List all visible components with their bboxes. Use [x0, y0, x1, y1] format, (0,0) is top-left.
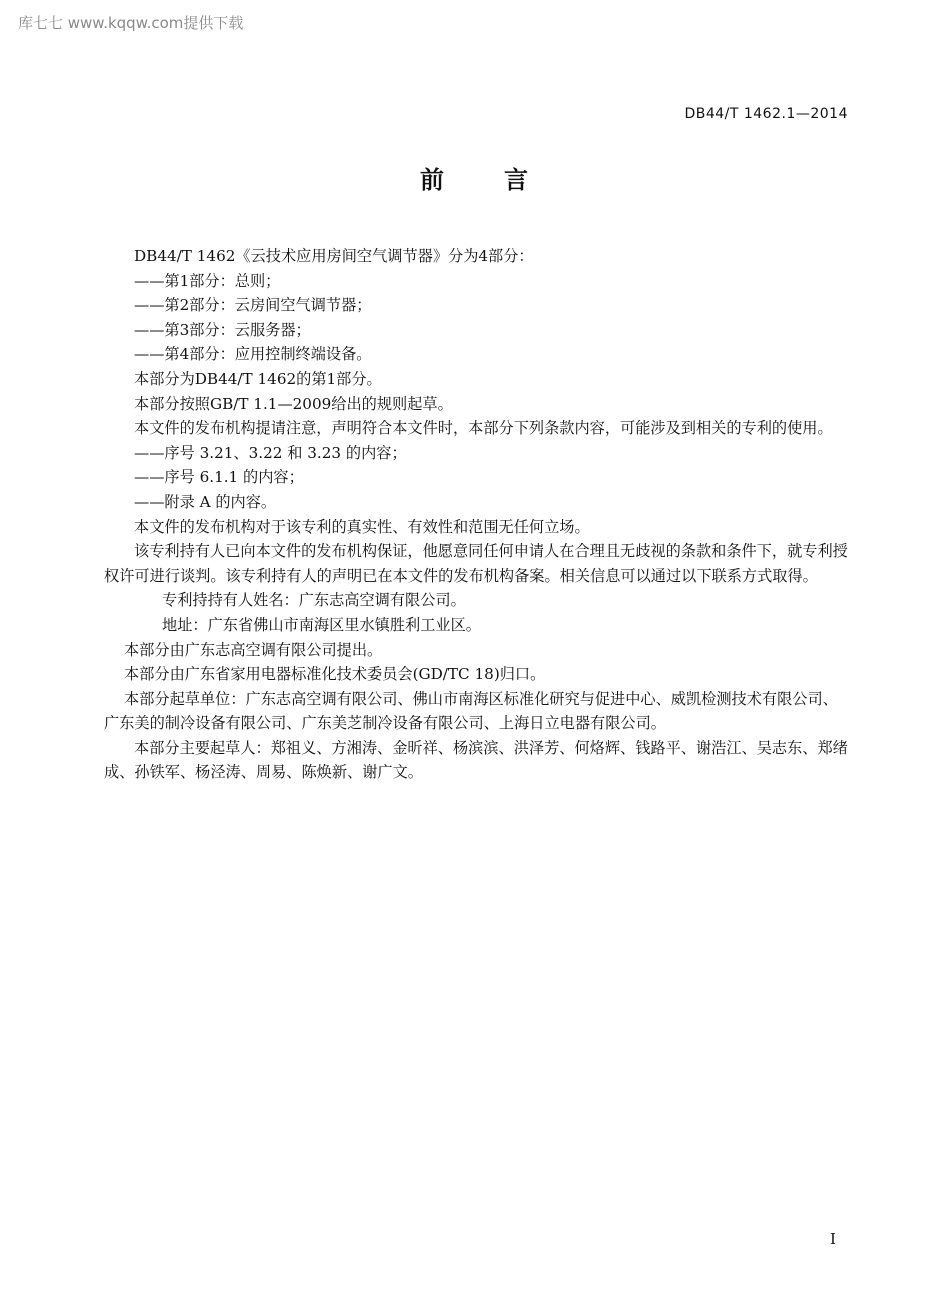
patent-holder-address: 地址：广东省佛山市南海区里水镇胜利工业区。: [162, 615, 481, 634]
page-number: I: [830, 1230, 836, 1248]
title-char-2: 言: [504, 166, 530, 194]
paragraph: 本部分起草单位：广东志高空调有限公司、佛山市南海区标准化研究与促进中心、威凯检测技术有限公司、广东美的制冷设备有限公司、广东美芝制冷设备有限公司、上海日立电器有限公司。: [104, 689, 838, 733]
list-item: ——第1部分：总则；: [134, 271, 281, 290]
paragraph: 本部分为DB44/T 1462的第1部分。: [134, 369, 382, 388]
list-item: ——序号 3.21、3.22 和 3.23 的内容；: [134, 443, 407, 462]
list-item: ——第2部分：云房间空气调节器；: [134, 296, 372, 315]
paragraph: 本部分由广东志高空调有限公司提出。: [124, 640, 383, 659]
paragraph: 本部分按照GB/T 1.1—2009给出的规则起草。: [134, 394, 453, 413]
list-item: ——附录 A 的内容。: [134, 492, 277, 511]
title-char-1: 前: [420, 166, 446, 194]
paragraph: DB44/T 1462《云技术应用房间空气调节器》分为4部分：: [134, 247, 534, 265]
paragraph: 本文件的发布机构提请注意，声明符合本文件时，本部分下列条款内容，可能涉及到相关的专利的使用。: [134, 419, 833, 438]
list-item: ——序号 6.1.1 的内容；: [134, 468, 304, 487]
list-item: ——第4部分：应用控制终端设备。: [134, 345, 372, 364]
paragraph: 本部分由广东省家用电器标准化技术委员会(GD/TC 18)归口。: [124, 665, 546, 684]
paragraph: 该专利持有人已向本文件的发布机构保证，他愿意同任何申请人在合理且无歧视的条款和条件下，就专利授权许可进行谈判。该专利持有人的声明已在本文件的发布机构备案。相关信息可以通过以下联系方式取得。: [104, 542, 848, 585]
document-number: DB44/T 1462.1—2014: [684, 106, 848, 122]
list-item: ——第3部分：云服务器；: [134, 320, 311, 339]
watermark-text: 库七七 www.kqqw.com提供下载: [18, 14, 244, 32]
foreword-body: [104, 244, 850, 785]
patent-holder-name: 专利持持有人姓名：广东志高空调有限公司。: [162, 591, 466, 610]
paragraph: 本部分主要起草人：郑祖义、方湘涛、金昕祥、杨滨滨、洪泽芳、何烙辉、钱路平、谢浩江、吴志东、郑绪成、孙铁军、杨泾涛、周易、陈焕新、谢广文。: [104, 738, 848, 782]
page-title: [0, 160, 950, 195]
paragraph: 本文件的发布机构对于该专利的真实性、有效性和范围无任何立场。: [134, 517, 590, 536]
